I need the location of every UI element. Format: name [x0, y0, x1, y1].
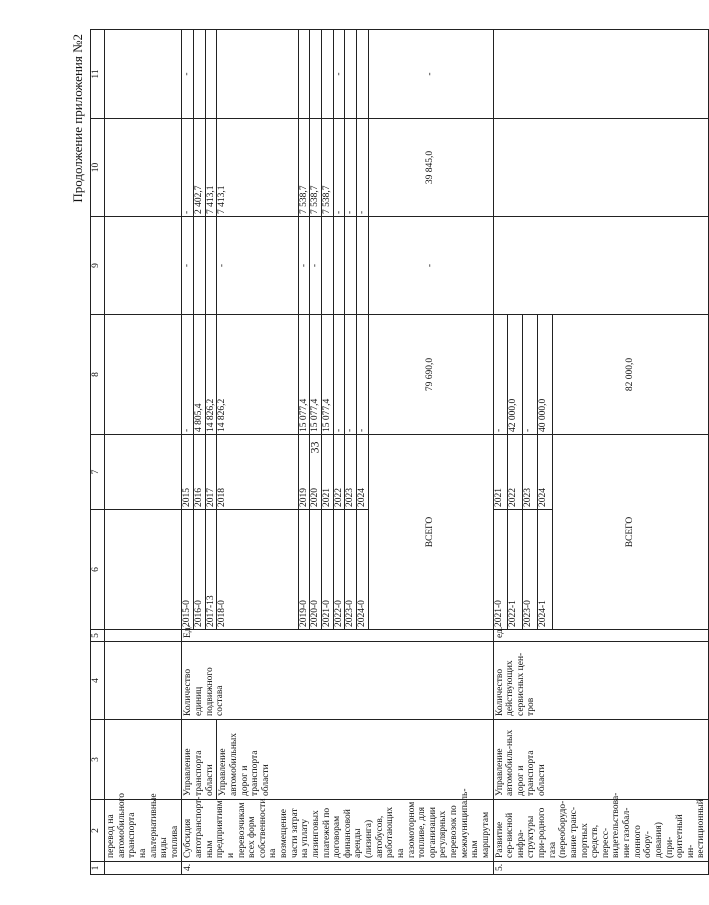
total-regional: 39 845,0 [368, 119, 493, 217]
measure-name: Развитие сер-висной инфра-структуры при-родного газа (переоборудо-вание транс-портных средств, пересс-видетельствова-ние газобал-лонного обору-дования) (при-оритетный ин-вестиционный [493, 800, 709, 862]
page-number: 33 [307, 441, 322, 454]
budget-federal [493, 217, 709, 315]
budget-total: - [356, 315, 368, 435]
budget-total: - [333, 315, 345, 435]
year: 2021 [322, 435, 334, 510]
column-number: 5 [91, 630, 105, 642]
rotated-page [70, 30, 707, 875]
budget-regional: 7 538,7 [322, 119, 334, 217]
executor: Управление автомобиль-ных дорог и транспорта области [493, 720, 709, 800]
column-number: 9 [91, 217, 105, 315]
year: 2024 [356, 435, 368, 510]
cell-blank [105, 30, 182, 119]
budget-total: - [523, 315, 538, 435]
column-number: 6 [91, 510, 105, 630]
indicator-value: 2020-0 [310, 510, 322, 630]
total-federal: - [368, 217, 493, 315]
budget-local [493, 30, 709, 119]
budget-total: - [182, 315, 194, 435]
total-local: - [368, 30, 493, 119]
indicator-name: Количество единиц подвижного состава [182, 642, 493, 720]
total-label: ВСЕГО [368, 435, 493, 630]
budget-total: 40 000,0 [537, 315, 552, 435]
row-number: 5. [493, 862, 709, 875]
budget-regional: 7 538,7 [310, 119, 322, 217]
cell-blank [105, 435, 182, 510]
cell-blank [105, 720, 182, 800]
budget-federal [333, 217, 345, 315]
year: 2022 [333, 435, 345, 510]
budget-federal [345, 217, 357, 315]
budget-federal [205, 217, 217, 315]
year: 2019 [298, 435, 310, 510]
column-number: 4 [91, 642, 105, 720]
indicator-value: 2022-1 [508, 510, 523, 630]
year: 2023 [345, 435, 357, 510]
row-number: 4. [182, 862, 493, 875]
cell-blank [105, 862, 182, 875]
budget-local [217, 30, 299, 119]
unit: ед. [493, 630, 709, 642]
indicator-value: 2024-0 [356, 510, 368, 630]
indicator-value: 2016-0 [194, 510, 206, 630]
unit: Ед. [182, 630, 493, 642]
cell-blank [105, 315, 182, 435]
budget-local [322, 30, 334, 119]
indicator-value: 2022-0 [333, 510, 345, 630]
cell-blank [105, 642, 182, 720]
budget-regional: - [333, 119, 345, 217]
measure-name: Субсидия автотранспорт-ным предприятиям и перевозчикам всех форм собственности на возмещение части затрат на уплату лизинговых платежей по договорам финансовой аренды (лизинга) автобусов, работающих на газомоторном топливе, для организации регулярных перевозок по межмуниципаль-ным маршрутам [182, 800, 493, 862]
budget-total: 14 826,2 [217, 315, 299, 435]
executor: Управление автомобильных дорог и транспорта области [217, 720, 493, 800]
budget-total: 15 077,4 [322, 315, 334, 435]
budget-federal: - [310, 217, 322, 315]
indicator-value: 2018-0 [217, 510, 299, 630]
total-budget: 79 690,0 [368, 315, 493, 435]
cell-blank [105, 510, 182, 630]
budget-total: 4 805,4 [194, 315, 206, 435]
budget-federal [322, 217, 334, 315]
budget-local [205, 30, 217, 119]
cell-blank [105, 217, 182, 315]
year: 2022 [508, 435, 523, 510]
budget-federal: - [217, 217, 299, 315]
column-number: 10 [91, 119, 105, 217]
budget-federal [194, 217, 206, 315]
budget-total: - [345, 315, 357, 435]
budget-total: 15 077,4 [298, 315, 310, 435]
budget-regional: 7 538,7 [298, 119, 310, 217]
budget-total: 15 077,4 [310, 315, 322, 435]
budget-regional: 7 413,1 [205, 119, 217, 217]
program-table [90, 29, 709, 875]
budget-total: - [493, 315, 508, 435]
cell-blank [105, 119, 182, 217]
total-label: ВСЕГО [552, 435, 708, 630]
column-number: 11 [91, 30, 105, 119]
column-number: 8 [91, 315, 105, 435]
indicator-value: 2023-0 [523, 510, 538, 630]
column-number: 7 [91, 435, 105, 510]
year: 2021 [493, 435, 508, 510]
budget-regional: 7 413,1 [217, 119, 299, 217]
year: 2020 [310, 435, 322, 510]
total-budget: 82 000,0 [552, 315, 708, 435]
column-number: 1 [91, 862, 105, 875]
indicator-value: 2024-1 [537, 510, 552, 630]
budget-regional: - [356, 119, 368, 217]
indicator-value: 2021-0 [493, 510, 508, 630]
budget-regional: 2 402,7 [194, 119, 206, 217]
indicator-name: Количество действующих сервисных цен-тров [493, 642, 709, 720]
budget-local [356, 30, 368, 119]
budget-local [310, 30, 322, 119]
continued-name: перевод на автомобильного транспорта на альтернативные виды топлива [105, 800, 182, 862]
indicator-value: 2023-0 [345, 510, 357, 630]
budget-local [298, 30, 310, 119]
year: 2015 [182, 435, 194, 510]
budget-regional: - [182, 119, 194, 217]
column-number: 2 [91, 800, 105, 862]
year: 2018 [217, 435, 299, 510]
budget-federal [356, 217, 368, 315]
budget-local: - [333, 30, 345, 119]
executor: Управление транспорта области [182, 720, 217, 800]
budget-total: 14 826,2 [205, 315, 217, 435]
cell-blank [105, 630, 182, 642]
budget-regional: - [345, 119, 357, 217]
budget-total: 42 000,0 [508, 315, 523, 435]
budget-local [345, 30, 357, 119]
column-number: 3 [91, 720, 105, 800]
indicator-value: 2017-13 [205, 510, 217, 630]
budget-local: - [182, 30, 194, 119]
year: 2016 [194, 435, 206, 510]
budget-federal: - [182, 217, 194, 315]
year: 2023 [523, 435, 538, 510]
indicator-value: 2015-0 [182, 510, 194, 630]
indicator-value: 2021-0 [322, 510, 334, 630]
year: 2024 [537, 435, 552, 510]
appendix-heading: Продолжение приложения №2 [70, 34, 85, 203]
budget-federal: - [298, 217, 310, 315]
budget-local [194, 30, 206, 119]
indicator-value: 2019-0 [298, 510, 310, 630]
year: 2017 [205, 435, 217, 510]
budget-regional [493, 119, 709, 217]
